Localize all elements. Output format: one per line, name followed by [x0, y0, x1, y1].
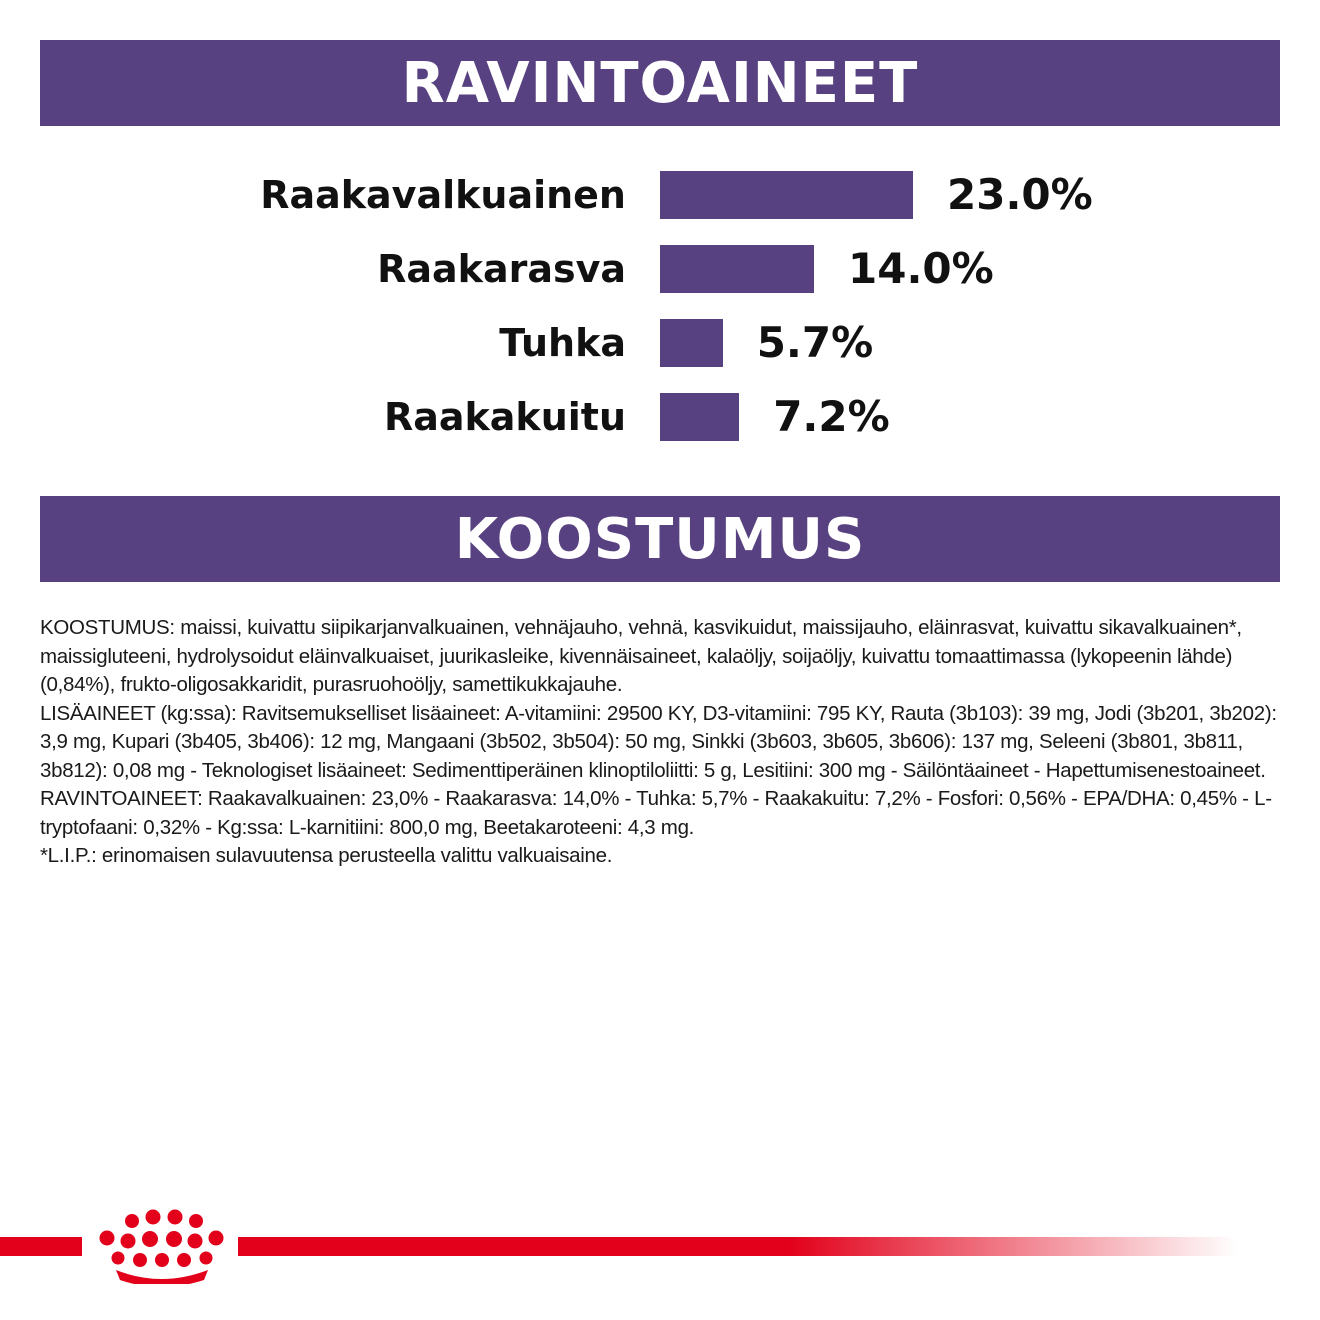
nutrient-bar	[660, 171, 913, 219]
nutrient-label: Raakarasva	[377, 247, 626, 291]
composition-nutrients: RAVINTOAINEET: Raakavalkuainen: 23,0% - Raakarasva: 14,0% - Tuhka: 5,7% - Raakakuitu: 7,2% - Fosfori: 0,56% - EPA/DHA: 0,45% - L-tryptofaani: 0,32% - Kg:ssa: L-karnitiini: 800,0 mg, Beetakaroteeni: 4,3 mg.	[40, 787, 1272, 839]
composition-footnote: *L.I.P.: erinomaisen sulavuutensa perusteella valittu valkuaisaine.	[40, 844, 613, 867]
composition-additives: LISÄAINEET (kg:ssa): Ravitsemukselliset lisäaineet: A-vitamiini: 29500 KY, D3-vitamiini: 795 KY, Rauta (3b103): 39 mg, Jodi (3b201, 3b202): 3,9 mg, Kupari (3b405, 3b406): 12 mg, Mangaani (3b502, 3b504): 50 mg, Sinkki (3b603, 3b605, 3b606): 137 mg, Seleeni (3b801, 3b811, 3b812): 0,08 mg - Teknologiset lisäaineet: Sedimenttiperäinen klinoptiloliitti: 5 g, Lesitiini: 300 mg - Säilöntäaineet - Hapettumisenestoaineet.	[40, 701, 1277, 782]
nutrients-header: RAVINTOAINEET	[40, 40, 1280, 126]
nutrient-bar	[660, 393, 739, 441]
nutrient-value-label: 5.7%	[756, 318, 874, 367]
nutrient-bar	[660, 319, 723, 367]
nutrient-value-label: 14.0%	[848, 244, 994, 293]
nutrient-label: Raakavalkuainen	[260, 173, 626, 217]
nutrient-label: Tuhka	[499, 321, 626, 365]
composition-text	[40, 614, 1285, 871]
brand-line-left	[0, 1237, 82, 1256]
crown-icon	[94, 1208, 228, 1284]
nutrient-value-label: 7.2%	[773, 392, 890, 441]
composition-ingredients: KOOSTUMUS: maissi, kuivattu siipikarjanvalkuainen, vehnäjauho, vehnä, kasvikuidut, maissijauho, eläinrasvat, kuivattu sikavalkuainen*, maissigluteeni, hydrolysoidut eläinvalkuaiset, juurikasleike, kivennäisaineet, kalaöljy, soijaöljy, kuivattu tomaattimassa (lykopeenin lähde) (0,84%), frukto-oligosakkaridit, purasruohoöljy, samettikukkajauhe.	[40, 616, 1242, 696]
nutrient-bar	[660, 245, 814, 293]
nutrient-value-label: 23.0%	[947, 170, 1093, 219]
composition-header: KOOSTUMUS	[40, 496, 1280, 582]
nutrient-label: Raakakuitu	[383, 395, 626, 439]
brand-line-right	[238, 1237, 1238, 1256]
